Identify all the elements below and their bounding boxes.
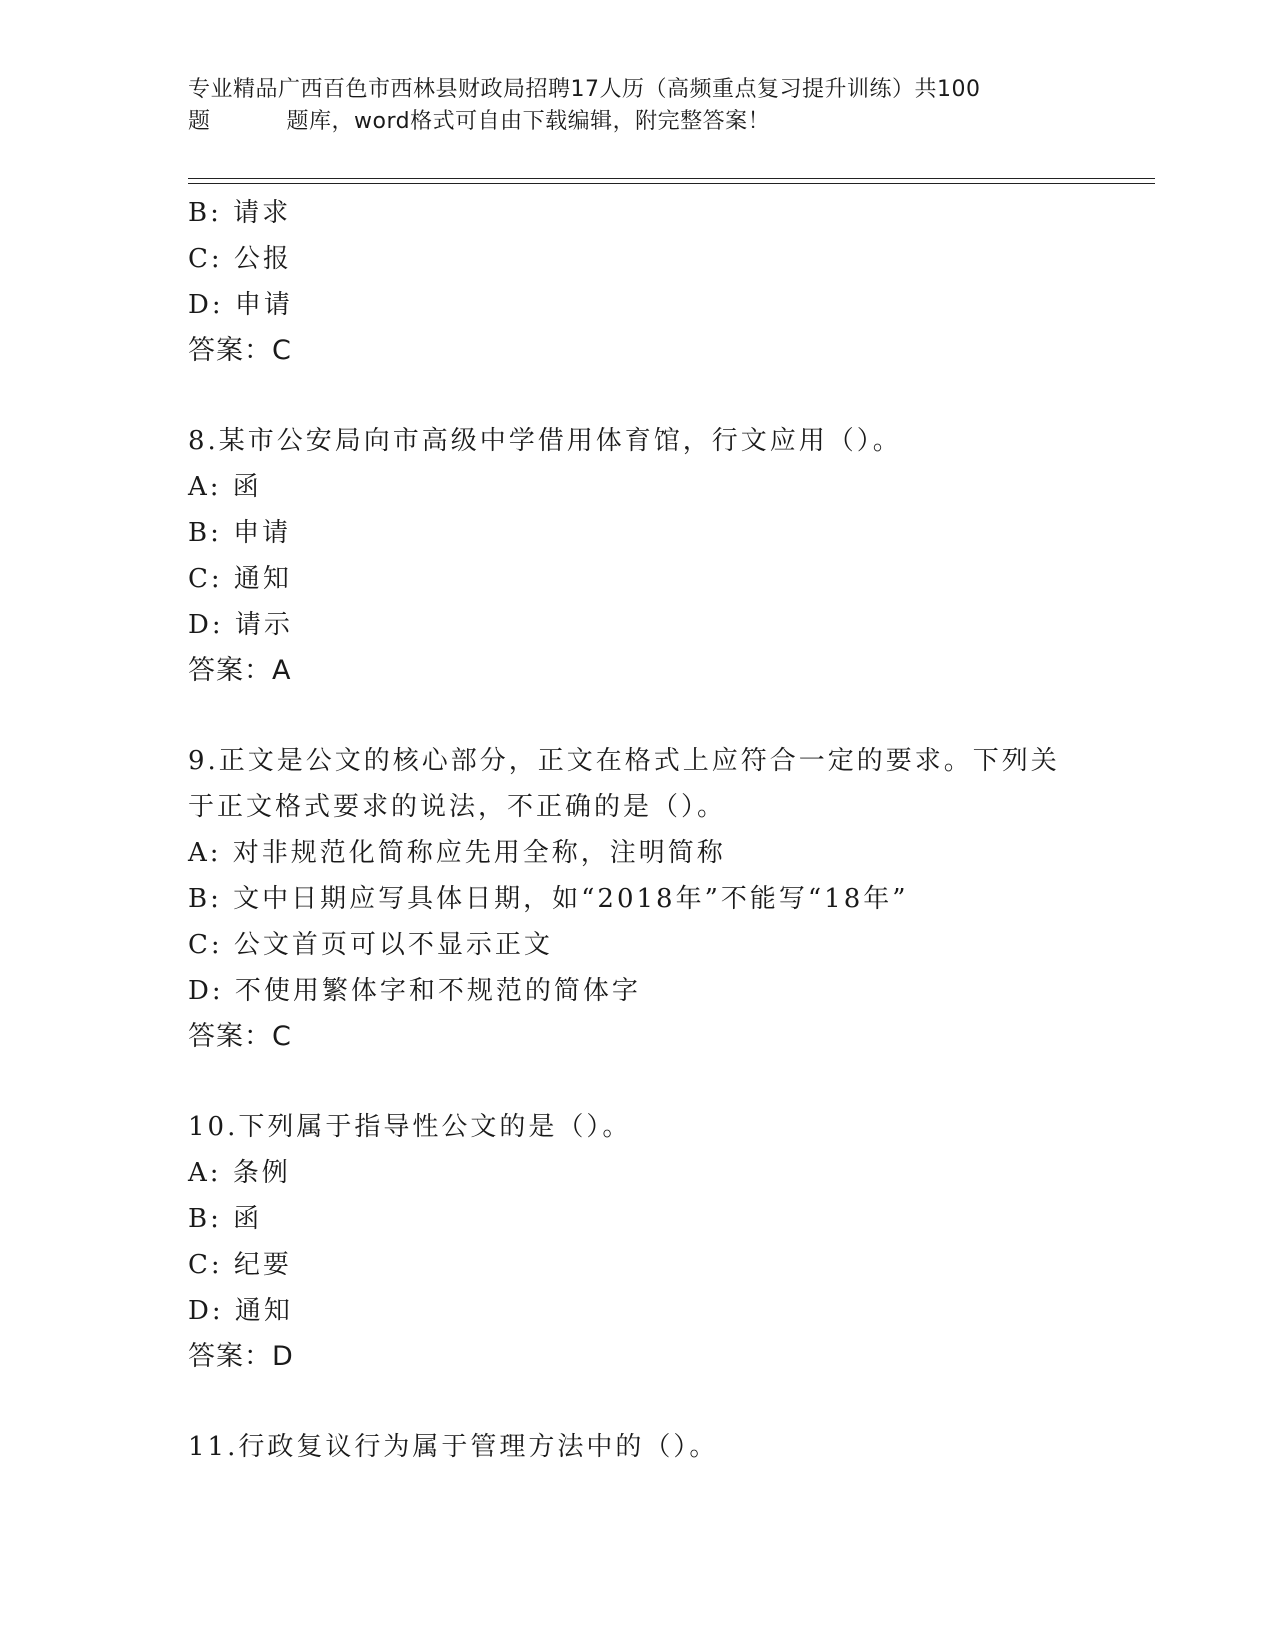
option-a: A: 对非规范化简称应先用全称，注明简称	[188, 838, 726, 868]
option-d: D: 通知	[188, 1296, 293, 1326]
question-11-text: 11.行政复议行为属于管理方法中的（）。	[188, 1432, 719, 1462]
option-b: B: 请求	[188, 198, 292, 228]
option-d: D: 不使用繁体字和不规范的简体字	[188, 976, 641, 1006]
question-8-text: 8.某市公安局向市高级中学借用体育馆，行文应用（）。	[188, 426, 902, 456]
question-9-text-line-1: 9.正文是公文的核心部分，正文在格式上应符合一定的要求。下列关	[188, 746, 1060, 776]
answer-line: 答案：C	[188, 1021, 292, 1052]
header-divider-bottom	[188, 183, 1155, 184]
option-c: C: 纪要	[188, 1250, 292, 1280]
header-title-line-2-start: 题	[188, 109, 211, 134]
page-header	[188, 74, 1068, 138]
question-10-text: 10.下列属于指导性公文的是（）。	[188, 1112, 632, 1142]
option-b: B: 申请	[188, 518, 292, 548]
option-a: A: 条例	[188, 1158, 291, 1188]
option-d: D: 申请	[188, 290, 293, 320]
document-body	[188, 190, 1148, 1470]
option-b: B: 文中日期应写具体日期，如“2018年”不能写“18年”	[188, 884, 909, 914]
option-c: C: 公文首页可以不显示正文	[188, 930, 553, 960]
header-title-line-2	[188, 106, 1068, 138]
option-b: B: 函	[188, 1204, 263, 1234]
answer-line: 答案：D	[188, 1341, 294, 1372]
answer-line: 答案：A	[188, 655, 292, 686]
option-d: D: 请示	[188, 610, 293, 640]
question-9-text-line-2: 于正文格式要求的说法，不正确的是（）。	[188, 792, 727, 822]
header-title-line-2-rest: 题库，word格式可自由下载编辑，附完整答案！	[286, 109, 771, 134]
answer-line: 答案：C	[188, 335, 292, 366]
option-a: A: 函	[188, 472, 262, 502]
option-c: C: 公报	[188, 244, 292, 274]
option-c: C: 通知	[188, 564, 292, 594]
header-divider-top	[188, 178, 1155, 179]
header-title-line-1: 专业精品广西百色市西林县财政局招聘17人历（高频重点复习提升训练）共100	[188, 77, 981, 102]
